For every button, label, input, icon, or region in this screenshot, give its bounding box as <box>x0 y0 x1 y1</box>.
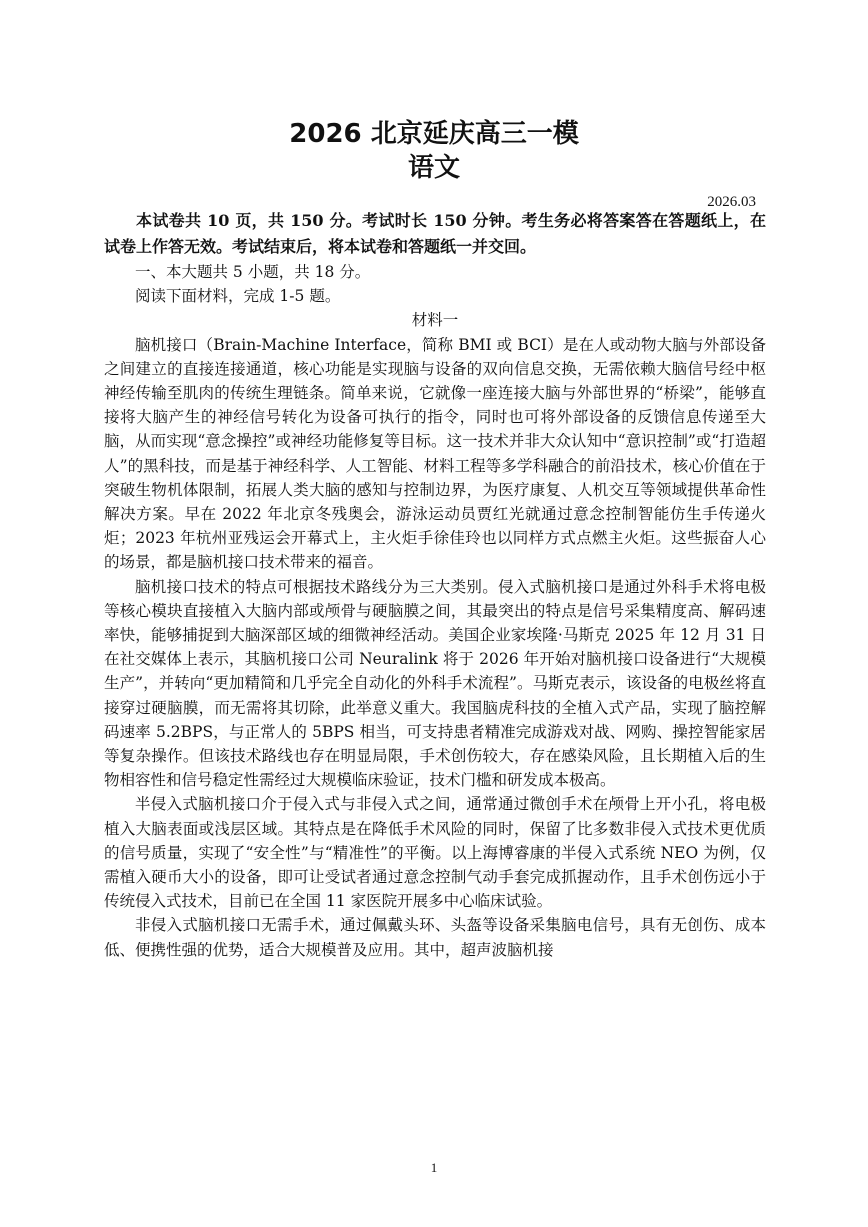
paragraph-1: 脑机接口（Brain-Machine Interface，简称 BMI 或 BCI）是在人或动物大脑与外部设备之间建立的直接连接通道，核心功能是实现脑与设备的双向信息交换，无需依赖大脑信号经中枢神经传输至肌肉的传统生理链条。简单来说，它就像一座连接大脑与外部世界的“桥梁”，能够直接将大脑产生的神经信号转化为设备可执行的指令，同时也可将外部设备的反馈信息传递至大脑，从而实现“意念操控”或神经功能修复等目标。这一技术并非大众认知中“意识控制”或“打造超人”的黑科技，而是基于神经科学、人工智能、材料工程等多学科融合的前沿技术，核心价值在于突破生物机体限制，拓展人类大脑的感知与控制边界，为医疗康复、人机交互等领域提供革命性解决方案。早在 2022 年北京冬残奥会，游泳运动员贾红光就通过意念控制智能仿生手传递火炬；2023 年杭州亚残运会开幕式上，主火炬手徐佳玲也以同样方式点燃主火炬。这些振奋人心的场景，都是脑机接口技术带来的福音。 <box>104 335 766 572</box>
section-directive: 阅读下面材料，完成 1-5 题。 <box>135 287 341 306</box>
paragraph-4: 非侵入式脑机接口无需手术，通过佩戴头环、头盔等设备采集脑电信号，具有无创伤、成本低、便携性强的优势，适合大规模普及应用。其中，超声波脑机接 <box>104 916 766 959</box>
section-heading: 一、本大题共 5 小题，共 18 分。 <box>135 263 371 281</box>
paragraph-3: 半侵入式脑机接口介于侵入式与非侵入式之间，通常通过微创手术在颅骨上开小孔，将电极植入大脑表面或浅层区域。其特点是在降低手术风险的同时，保留了比多数非侵入式技术更优质的信号质量，实现了“安全性”与“精准性”的平衡。以上海博睿康的半侵入式系统 NEO 为例，仅需植入硬币大小的设备，即可让受试者通过意念控制气动手套完成抓握动作，且手术创伤远小于传统侵入式技术，目前已在全国 11 家医院开展多中心临床试验。 <box>104 795 766 911</box>
paragraph-2: 脑机接口技术的特点可根据技术路线分为三大类别。侵入式脑机接口是通过外科手术将电极等核心模块直接植入大脑内部或颅骨与硬脑膜之间，其最突出的特点是信号采集精度高、解码速率快，能够捕捉到大脑深部区域的细微神经活动。美国企业家埃隆·马斯克 2025 年 12 月 31 日在社交媒体上表示，其脑机接口公司 Neuralink 将于 2026 年开始对脑机接口设备进行“大规模生产”，并转向“更加精简和几乎完全自动化的外科手术流程”。马斯克表示，该设备的电极丝将直接穿过硬脑膜，而无需将其切除，此举意义重大。我国脑虎科技的全植入式产品，实现了脑控解码速率 5.2BPS，与正常人的 5BPS 相当，可支持患者精准完成游戏对战、网购、操控智能家居等复杂操作。但该技术路线也存在明显局限，手术创伤较大，存在感染风险，且长期植入后的生物相容性和信号稳定性需经过大规模临床验证，技术门槛和研发成本极高。 <box>104 577 766 790</box>
material-label: 材料一 <box>411 311 459 330</box>
subject-title: 语文 <box>407 153 460 183</box>
page-number: 1 <box>430 1160 438 1175</box>
exam-title: 2026 北京延庆高三一模 <box>289 119 579 149</box>
exam-date: 2026.03 <box>707 194 756 210</box>
exam-instructions: 本试卷共 10 页，共 150 分。考试时长 150 分钟。考生务必将答案答在答题纸上，在试卷上作答无效。考试结束后，将本试卷和答题纸一并交回。 <box>104 211 766 256</box>
exam-content <box>104 208 766 962</box>
